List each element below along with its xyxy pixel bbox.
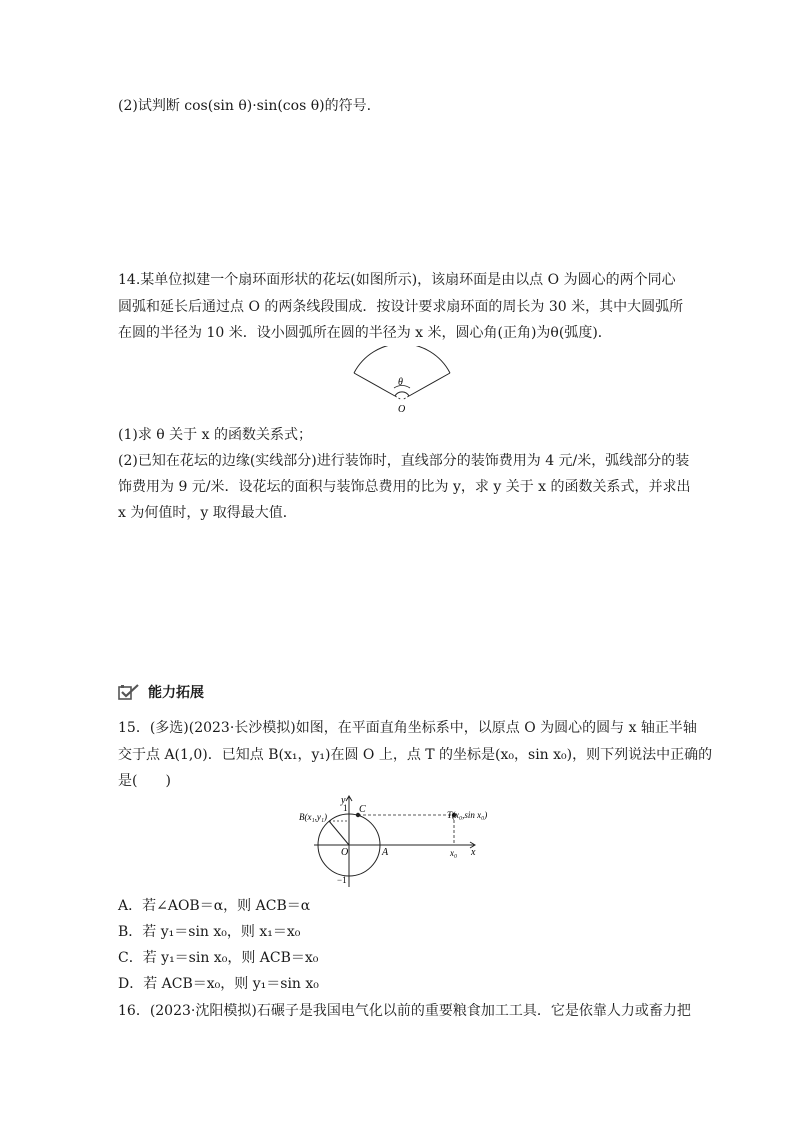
dashed-extension-left [395, 396, 402, 400]
y-axis-label: y [341, 795, 346, 806]
outer-arc [354, 346, 450, 373]
x-axis-label: x [471, 847, 476, 858]
point-a-label: A [382, 847, 389, 858]
radius-ob [329, 821, 349, 845]
q14-line2: 圆弧和延长后通过点 O 的两条线段围成．按设计要求扇环面的周长为 30 米，其中大圆弧所 [118, 299, 684, 315]
section-title: 能力拓展 [148, 685, 204, 701]
q14-part2-line2: 饰费用为 9 元/米．设花坛的面积与装饰总费用的比为 y，求 y 关于 x 的函数关系式，并求出 [118, 479, 691, 495]
q16-line1: 16．(2023·沈阳模拟)石碾子是我国电气化以前的重要粮食加工工具．它是依靠人力或畜力把 [118, 1003, 691, 1019]
q13-part2: (2)试判断 cos(sin θ)·sin(cos θ)的符号. [118, 98, 372, 114]
origin-label: O [341, 847, 349, 858]
x0-label: x₀ [450, 848, 458, 858]
point-c-label: C [359, 804, 366, 815]
q15-option-d: D．若 ACB＝x₀，则 y₁＝sin x₀ [118, 976, 319, 992]
section-header [118, 682, 204, 702]
unit-circle-figure [296, 793, 506, 889]
inner-arc [395, 392, 409, 396]
dashed-extension-right [402, 396, 409, 400]
theta-label: θ [398, 377, 403, 388]
q15-option-a: A．若∠AOB＝α，则 ACB＝α [118, 898, 311, 914]
sector-ring-figure [347, 346, 457, 418]
checkmark-box-icon [118, 684, 140, 700]
q14-line1: 14.某单位拟建一个扇环面形状的花坛(如图所示)，该扇环面是由以点 O 为圆心的两个同心 [118, 272, 676, 288]
tick-1-label: 1 [343, 803, 348, 813]
tick-neg1-label: −1 [337, 875, 347, 885]
point-b-label: B(x₁,y₁) [299, 812, 327, 822]
right-radial-line [409, 373, 450, 396]
q14-part1: (1)求 θ 关于 x 的函数关系式； [118, 427, 312, 443]
left-radial-line [354, 373, 395, 396]
q15-line3: 是( ) [118, 773, 171, 789]
q15-line2: 交于点 A(1,0)．已知点 B(x₁，y₁)在圆 O 上，点 T 的坐标是(x₀，sin x₀)，则下列说法中正确的 [118, 747, 713, 763]
q15-option-c: C．若 y₁＝sin x₀，则 ACB＝x₀ [118, 950, 319, 966]
q14-line3: 在圆的半径为 10 米．设小圆弧所在圆的半径为 x 米，圆心角(正角)为θ(弧度)． [118, 325, 612, 341]
q14-part2-line1: (2)已知在花坛的边缘(实线部分)进行装饰时，直线部分的装饰费用为 4 元/米，弧线部分的装 [118, 453, 690, 469]
q15-option-b: B．若 y₁＝sin x₀，则 x₁＝x₀ [118, 924, 301, 940]
point-t-label: T(x₀,sin x₀) [447, 810, 488, 820]
center-o-label: O [398, 404, 406, 415]
q14-part2-line3: x 为何值时，y 取得最大值． [118, 505, 297, 521]
q15-line1: 15．(多选)(2023·长沙模拟)如图，在平面直角坐标系中，以原点 O 为圆心的圆与 x 轴正半轴 [118, 720, 697, 736]
